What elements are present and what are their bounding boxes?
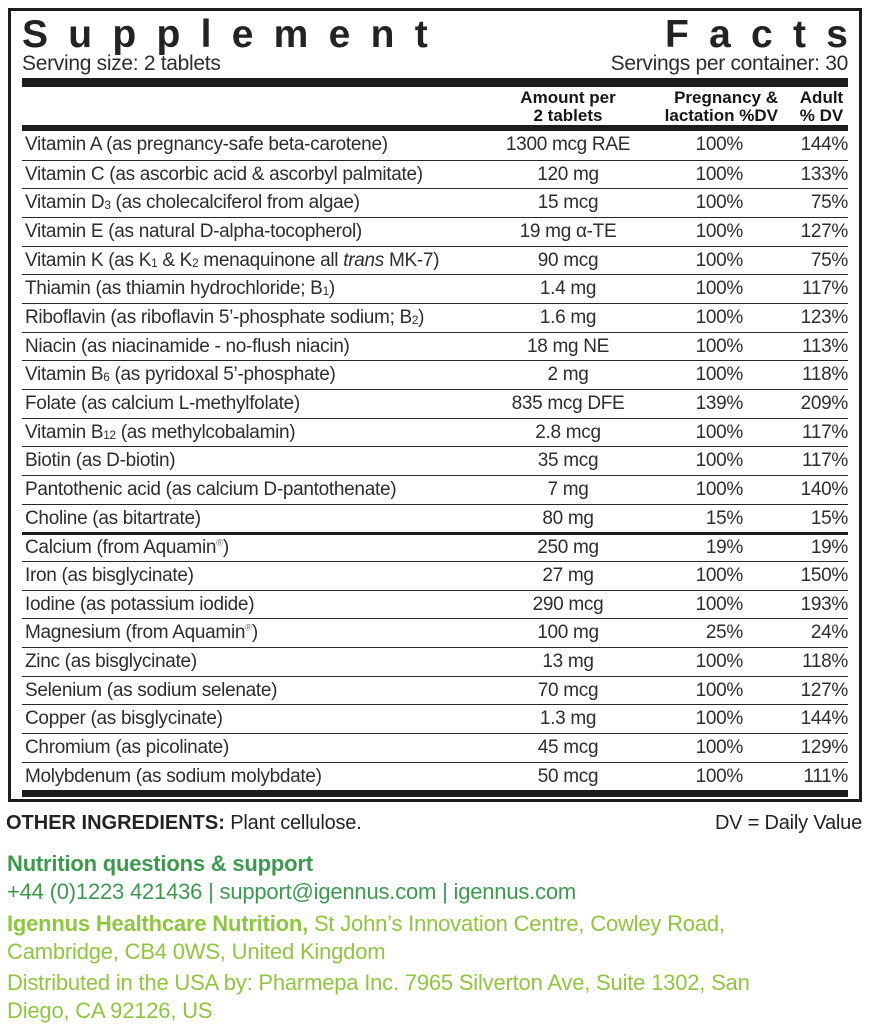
- nutrient-name: Copper (as bisglycinate): [25, 708, 223, 730]
- nutrient-name: Biotin (as D-biotin): [25, 450, 176, 472]
- nutrient-amount: 250 mg: [537, 537, 599, 559]
- nutrient-adult-dv: 118%: [802, 650, 848, 672]
- nutrient-name: Riboflavin (as riboflavin 5’-phosphate sodium; B2): [25, 306, 425, 328]
- nutrient-pregnancy-dv: 100%: [695, 650, 743, 672]
- title-facts: Facts: [664, 13, 869, 56]
- nutrient-name: Vitamin D3 (as cholecalciferol from algae): [25, 192, 360, 214]
- nutrient-pregnancy-dv: 100%: [695, 708, 743, 730]
- nutrient-pregnancy-dv: 100%: [695, 478, 743, 500]
- table-row: [22, 217, 848, 246]
- table-row: [22, 332, 848, 361]
- nutrient-name: Iron (as bisglycinate): [25, 564, 194, 586]
- nutrient-pregnancy-dv: 100%: [695, 364, 743, 386]
- nutrient-adult-dv: 150%: [800, 564, 848, 586]
- nutrient-amount: 290 mcg: [532, 593, 604, 615]
- nutrient-name: Vitamin B12 (as methylcobalamin): [25, 421, 296, 443]
- nutrient-adult-dv: 209%: [800, 392, 848, 414]
- nutrient-pregnancy-dv: 100%: [695, 679, 743, 701]
- panel-title: [22, 13, 869, 56]
- nutrient-amount: 7 mg: [547, 478, 589, 500]
- nutrient-adult-dv: 140%: [800, 478, 848, 500]
- nutrient-pregnancy-dv: 25%: [705, 622, 743, 644]
- nutrient-adult-dv: 117%: [802, 450, 848, 472]
- nutrient-name: Folate (as calcium L-methylfolate): [25, 392, 300, 414]
- other-ingredients-row: [6, 812, 862, 835]
- nutrient-pregnancy-dv: 100%: [695, 134, 743, 156]
- serving-size: Serving size: 2 tablets: [22, 52, 221, 75]
- nutrient-table: [22, 131, 848, 790]
- divider-thick-bottom: [22, 790, 848, 797]
- nutrient-pregnancy-dv: 100%: [695, 736, 743, 758]
- nutrient-adult-dv: 75%: [810, 249, 848, 271]
- nutrient-name: Vitamin E (as natural D-alpha-tocopherol): [25, 220, 362, 242]
- nutrient-amount: 835 mcg DFE: [511, 392, 625, 414]
- nutrient-adult-dv: 111%: [803, 765, 848, 787]
- table-row: [22, 131, 848, 160]
- nutrient-name: Pantothenic acid (as calcium D-pantothenate): [25, 478, 397, 500]
- nutrient-adult-dv: 123%: [800, 306, 848, 328]
- header-amount: Amount per 2 tablets: [520, 88, 616, 125]
- nutrient-name: Thiamin (as thiamin hydrochloride; B1): [25, 278, 335, 300]
- divider-thick-top: [22, 78, 848, 87]
- nutrient-amount: 1.4 mg: [539, 278, 597, 300]
- nutrient-pregnancy-dv: 100%: [695, 450, 743, 472]
- nutrient-amount: 15 mcg: [537, 192, 599, 214]
- nutrient-adult-dv: 193%: [800, 593, 848, 615]
- supplement-facts-panel: [8, 8, 869, 802]
- table-row: [22, 762, 848, 791]
- dv-note: DV = Daily Value: [714, 812, 862, 834]
- nutrient-adult-dv: 133%: [800, 163, 848, 185]
- nutrient-pregnancy-dv: 139%: [695, 392, 743, 414]
- table-header: [22, 89, 848, 124]
- nutrient-amount: 1.3 mg: [539, 708, 597, 730]
- nutrient-adult-dv: 144%: [800, 708, 848, 730]
- support-title: Nutrition questions & support: [7, 851, 313, 876]
- table-row: [22, 246, 848, 275]
- table-row: [22, 532, 848, 561]
- nutrient-pregnancy-dv: 15%: [705, 507, 743, 529]
- table-row: [22, 733, 848, 762]
- nutrient-name: Vitamin K (as K1 & K2 menaquinone all trans MK-7): [25, 249, 440, 271]
- nutrient-amount: 70 mcg: [537, 679, 599, 701]
- table-row: [22, 188, 848, 217]
- table-row: [22, 446, 848, 475]
- nutrient-adult-dv: 127%: [800, 220, 848, 242]
- nutrient-name: Choline (as bitartrate): [25, 507, 201, 529]
- nutrient-name: Vitamin C (as ascorbic acid & ascorbyl palmitate): [25, 163, 423, 185]
- nutrient-name: Iodine (as potassium iodide): [25, 593, 255, 615]
- nutrient-adult-dv: 113%: [802, 335, 848, 357]
- header-adult-dv: Adult % DV: [799, 88, 844, 125]
- nutrient-amount: 27 mg: [542, 564, 594, 586]
- nutrient-name: Calcium (from Aquamin®): [25, 537, 229, 559]
- nutrient-adult-dv: 144%: [800, 134, 848, 156]
- table-row: [22, 618, 848, 647]
- nutrient-pregnancy-dv: 19%: [705, 537, 743, 559]
- servings-per-container: Servings per container: 30: [610, 52, 848, 75]
- nutrient-name: Zinc (as bisglycinate): [25, 650, 197, 672]
- table-row: [22, 389, 848, 418]
- nutrient-amount: 2.8 mcg: [535, 421, 601, 443]
- other-ingredients-label: OTHER INGREDIENTS:: [6, 812, 225, 834]
- nutrient-name: Molybdenum (as sodium molybdate): [25, 765, 322, 787]
- nutrient-amount: 45 mcg: [537, 736, 599, 758]
- nutrient-amount: 1.6 mg: [539, 306, 597, 328]
- nutrient-amount: 1300 mcg RAE: [505, 134, 631, 156]
- table-row: [22, 274, 848, 303]
- nutrient-pregnancy-dv: 100%: [695, 765, 743, 787]
- nutrient-name: Vitamin A (as pregnancy-safe beta-carotene): [25, 134, 388, 156]
- nutrient-name: Niacin (as niacinamide - no-flush niacin): [25, 335, 350, 357]
- table-row: [22, 303, 848, 332]
- nutrient-name: Chromium (as picolinate): [25, 736, 229, 758]
- company-address-block: [7, 910, 797, 966]
- nutrient-amount: 50 mcg: [537, 765, 599, 787]
- nutrient-adult-dv: 19%: [810, 537, 848, 559]
- nutrient-adult-dv: 127%: [800, 679, 848, 701]
- nutrient-amount: 2 mg: [547, 364, 589, 386]
- table-row: [22, 561, 848, 590]
- company-address: St John’s Innovation Centre, Cowley Road, Cambridge, CB4 0WS, United Kingdom: [7, 911, 725, 964]
- nutrient-pregnancy-dv: 100%: [695, 335, 743, 357]
- nutrient-adult-dv: 75%: [810, 192, 848, 214]
- nutrient-name: Selenium (as sodium selenate): [25, 679, 278, 701]
- table-row: [22, 647, 848, 676]
- table-row: [22, 475, 848, 504]
- nutrient-pregnancy-dv: 100%: [695, 564, 743, 586]
- nutrient-amount: 19 mg α-TE: [519, 220, 617, 242]
- nutrient-pregnancy-dv: 100%: [695, 249, 743, 271]
- nutrient-amount: 35 mcg: [537, 450, 599, 472]
- nutrient-amount: 80 mg: [542, 507, 594, 529]
- nutrient-pregnancy-dv: 100%: [695, 192, 743, 214]
- nutrient-adult-dv: 118%: [802, 364, 848, 386]
- table-row: [22, 676, 848, 705]
- support-contacts: +44 (0)1223 421436 | support@igennus.com | igennus.com: [7, 879, 577, 904]
- table-row: [22, 704, 848, 733]
- footer: [7, 850, 847, 1024]
- company-name: Igennus Healthcare Nutrition,: [7, 911, 309, 936]
- nutrient-adult-dv: 129%: [800, 736, 848, 758]
- nutrient-adult-dv: 117%: [802, 421, 848, 443]
- header-pregnancy-dv: Pregnancy & lactation %DV: [664, 88, 778, 125]
- nutrient-name: Magnesium (from Aquamin®): [25, 622, 258, 644]
- title-supplement: Supplement: [22, 13, 448, 56]
- nutrient-pregnancy-dv: 100%: [695, 306, 743, 328]
- nutrient-amount: 18 mg NE: [526, 335, 610, 357]
- nutrient-pregnancy-dv: 100%: [695, 163, 743, 185]
- nutrient-pregnancy-dv: 100%: [695, 421, 743, 443]
- nutrient-amount: 90 mcg: [537, 249, 599, 271]
- nutrient-adult-dv: 117%: [802, 278, 848, 300]
- nutrient-pregnancy-dv: 100%: [695, 593, 743, 615]
- nutrient-amount: 120 mg: [537, 163, 599, 185]
- table-row: [22, 418, 848, 447]
- nutrient-adult-dv: 24%: [810, 622, 848, 644]
- distributor-info: Distributed in the USA by: Pharmepa Inc. 7965 Silverton Ave, Suite 1302, San Diego, CA 92126, US: [7, 970, 750, 1023]
- table-row: [22, 160, 848, 189]
- other-ingredients-value: Plant cellulose.: [230, 812, 362, 834]
- nutrient-amount: 13 mg: [542, 650, 594, 672]
- table-row: [22, 590, 848, 619]
- nutrient-name: Vitamin B6 (as pyridoxal 5’-phosphate): [25, 364, 336, 386]
- other-ingredients: [6, 812, 362, 835]
- nutrient-pregnancy-dv: 100%: [695, 278, 743, 300]
- nutrient-pregnancy-dv: 100%: [695, 220, 743, 242]
- nutrient-adult-dv: 15%: [810, 507, 848, 529]
- table-row: [22, 504, 848, 533]
- table-row: [22, 360, 848, 389]
- nutrient-amount: 100 mg: [537, 622, 599, 644]
